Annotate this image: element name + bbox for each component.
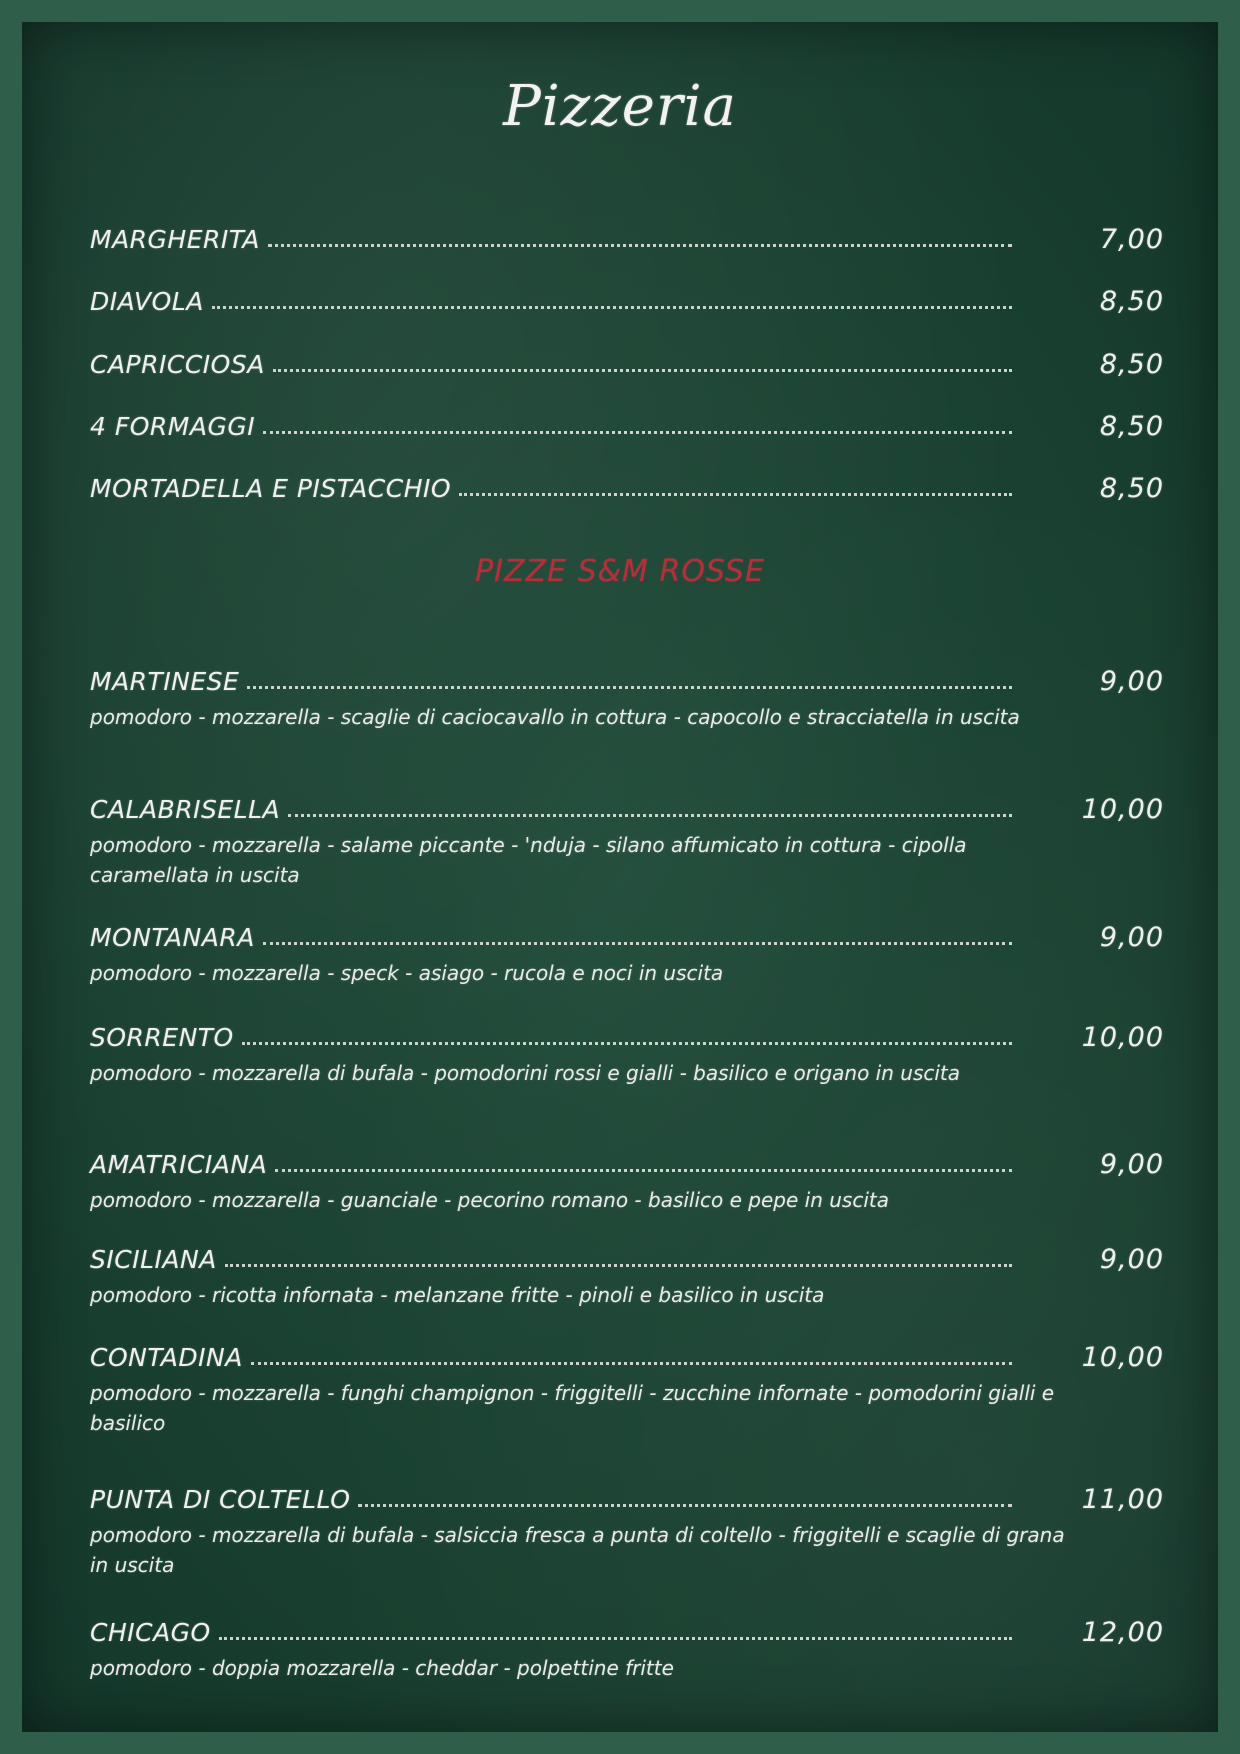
item-description: pomodoro - mozzarella - funghi champignon - friggitelli - zucchine infornate - pomodorini gialli e basilico xyxy=(90,1381,1055,1435)
item-name: CONTADINA xyxy=(90,1343,243,1372)
item-description: pomodoro - doppia mozzarella - cheddar - polpettine fritte xyxy=(90,1656,674,1680)
item-name: CAPRICCIOSA xyxy=(90,350,265,379)
item-name: CHICAGO xyxy=(90,1618,211,1647)
dot-leader xyxy=(268,244,1012,247)
item-name: MORTADELLA E PISTACCHIO xyxy=(90,474,452,503)
item-name: 4 FORMAGGI xyxy=(90,412,256,441)
menu-item xyxy=(90,664,1180,729)
item-description: pomodoro - mozzarella - guanciale - pecorino romano - basilico e pepe in uscita xyxy=(90,1188,889,1212)
dot-leader xyxy=(247,686,1012,689)
menu-item xyxy=(90,471,1180,511)
item-name: MARGHERITA xyxy=(90,225,260,254)
item-price: 9,00 xyxy=(1099,1149,1164,1180)
item-price: 10,00 xyxy=(1081,794,1164,825)
item-name: SORRENTO xyxy=(90,1023,234,1052)
item-description: pomodoro - mozzarella di bufala - salsiccia fresca a punta di coltello - friggitelli e scaglie di grana in uscita xyxy=(90,1523,1065,1577)
item-price: 9,00 xyxy=(1099,922,1164,953)
menu-item xyxy=(90,222,1180,262)
item-price: 9,00 xyxy=(1099,1244,1164,1275)
dot-leader xyxy=(263,431,1012,434)
menu-item xyxy=(90,1242,1180,1307)
dot-leader xyxy=(242,1042,1012,1045)
menu-item xyxy=(90,792,1180,887)
dot-leader xyxy=(251,1362,1012,1365)
menu-item xyxy=(90,1340,1180,1435)
item-name: MARTINESE xyxy=(90,667,240,696)
section-title: PIZZE S&M ROSSE xyxy=(475,554,765,589)
item-name: AMATRICIANA xyxy=(90,1150,268,1179)
item-price: 9,00 xyxy=(1099,666,1164,697)
item-description: pomodoro - mozzarella - speck - asiago - rucola e noci in uscita xyxy=(90,961,724,985)
item-price: 11,00 xyxy=(1081,1484,1164,1515)
item-price: 10,00 xyxy=(1081,1342,1164,1373)
chalkboard xyxy=(22,22,1218,1732)
menu-item xyxy=(90,1482,1180,1577)
item-description: pomodoro - mozzarella - salame piccante - 'nduja - silano affumicato in cottura - cipolla caramellata in uscita xyxy=(90,833,967,887)
menu-item xyxy=(90,920,1180,985)
menu-item xyxy=(90,347,1180,387)
menu-item xyxy=(90,1020,1180,1085)
item-description: pomodoro - mozzarella di bufala - pomodorini rossi e gialli - basilico e origano in uscita xyxy=(90,1061,961,1085)
dot-leader xyxy=(275,1169,1012,1172)
item-price: 8,50 xyxy=(1099,473,1164,504)
dot-leader xyxy=(225,1264,1012,1267)
dot-leader xyxy=(263,942,1012,945)
item-price: 8,50 xyxy=(1099,411,1164,442)
item-name: PUNTA DI COLTELLO xyxy=(90,1485,351,1514)
dot-leader xyxy=(288,814,1012,817)
item-name: CALABRISELLA xyxy=(90,795,281,824)
item-price: 7,00 xyxy=(1099,224,1164,255)
item-price: 10,00 xyxy=(1081,1022,1164,1053)
item-description: pomodoro - ricotta infornata - melanzane fritte - pinoli e basilico in uscita xyxy=(90,1283,825,1307)
item-price: 8,50 xyxy=(1099,286,1164,317)
menu-item xyxy=(90,1147,1180,1212)
menu-item xyxy=(90,409,1180,449)
item-description: pomodoro - mozzarella - scaglie di caciocavallo in cottura - capocollo e stracciatella in uscita xyxy=(90,705,1020,729)
item-name: MONTANARA xyxy=(90,923,255,952)
menu-title: Pizzeria xyxy=(503,74,737,139)
menu-item xyxy=(90,1615,1180,1680)
dot-leader xyxy=(358,1504,1012,1507)
item-price: 12,00 xyxy=(1081,1617,1164,1648)
dot-leader xyxy=(219,1637,1012,1640)
item-name: SICILIANA xyxy=(90,1245,217,1274)
dot-leader xyxy=(459,493,1012,496)
menu-item xyxy=(90,284,1180,324)
item-name: DIAVOLA xyxy=(90,287,204,316)
dot-leader xyxy=(212,306,1012,309)
item-price: 8,50 xyxy=(1099,349,1164,380)
dot-leader xyxy=(273,369,1012,372)
